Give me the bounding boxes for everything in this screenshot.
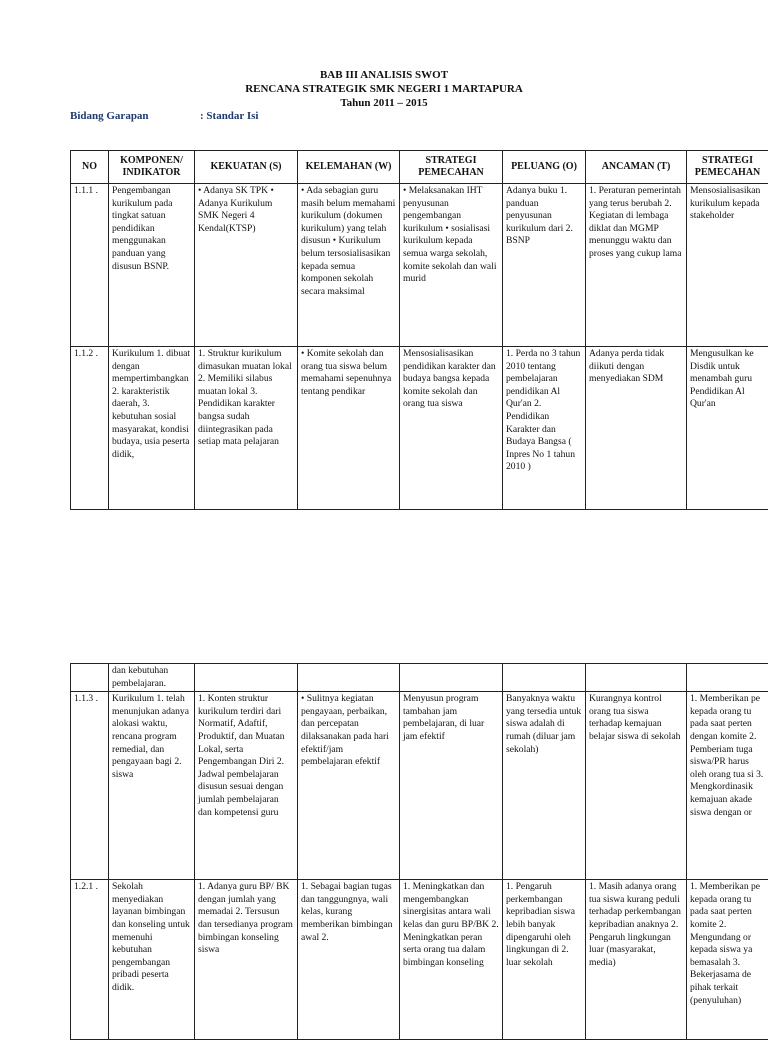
row-strategi-1 bbox=[400, 664, 503, 692]
doc-title-line1: BAB III ANALISIS SWOT bbox=[0, 68, 768, 82]
row-peluang: Banyaknya waktu yang tersedia untuk siswa adalah di rumah (diluar jam sekolah) bbox=[503, 692, 586, 880]
col-strategi-1: STRATEGI PEMECAHAN bbox=[400, 151, 503, 184]
doc-title-line3: Tahun 2011 – 2015 bbox=[0, 96, 768, 110]
col-kelemahan: KELEMAHAN (W) bbox=[298, 151, 400, 184]
row-strategi-1: Menyusun program tambahan jam pembelajaran, di luar jam efektif bbox=[400, 692, 503, 880]
row-no: 1.1.3 . bbox=[71, 692, 109, 880]
row-kelemahan: • Ada sebagian guru masih belum memahami kurikulum (dokumen kurikulum) yang telah disusun • Kurikulum belum tersosialisasikan kepada semua komponen sekolah secara maksimal bbox=[298, 184, 400, 347]
swot-table-1 bbox=[70, 150, 768, 510]
row-ancaman: Adanya perda tidak diikuti dengan menyediakan SDM bbox=[586, 347, 687, 510]
col-komponen: KOMPONEN/ INDIKATOR bbox=[109, 151, 195, 184]
table-row bbox=[71, 347, 768, 510]
row-strategi-2 bbox=[687, 664, 768, 692]
bidang-value: : Standar Isi bbox=[200, 110, 258, 122]
row-no: 1.1.2 . bbox=[71, 347, 109, 510]
row-strategi-2: Mensosialisasikan kurikulum kepada stakeholder bbox=[687, 184, 768, 347]
row-ancaman: 1. Peraturan pemerintah yang terus berubah 2. Kegiatan di lembaga diklat dan MGMP menunggu waktu dan proses yang cukup lama bbox=[586, 184, 687, 347]
row-no: 1.2.1 . bbox=[71, 880, 109, 1040]
col-no: NO bbox=[71, 151, 109, 184]
row-peluang: 1. Perda no 3 tahun 2010 tentang pembelajaran pendidikan Al Qur'an 2. Pendidikan Karakter dan Budaya Bangsa ( Inpres No 1 tahun 2010 ) bbox=[503, 347, 586, 510]
row-komponen: Kurikulum 1. dibuat dengan mempertimbangkan 2. karakteristik daerah, 3. kebutuhan sosial masyarakat, kondisi budaya, usia peserta didik, bbox=[109, 347, 195, 510]
row-no bbox=[71, 664, 109, 692]
row-strategi-2: 1. Memberikan pe kepada orang tu pada saat perten dengan komite 2. Pemberiam tuga siswa/PR harus oleh orang tua si 3. Mengkordinasik kemajuan akade siswa dengan or bbox=[687, 692, 768, 880]
row-strategi-2: 1. Memberikan pe kepada orang tu pada saat perten komite 2. Mengundang or kepada siswa ya bemasalah 3. Bekerjasama de pihak terkait (penyuluhan) bbox=[687, 880, 768, 1040]
bidang-label: Bidang Garapan bbox=[70, 110, 149, 122]
row-kekuatan: 1. Adanya guru BP/ BK dengan jumlah yang memadai 2. Tersusun dan tersedianya program bimbingan konseling siswa bbox=[195, 880, 298, 1040]
row-kelemahan: 1. Sebagai bagian tugas dan tanggungnya, wali kelas, kurang memberikan bimbingan awal 2. bbox=[298, 880, 400, 1040]
row-ancaman: Kurangnya kontrol orang tua siswa terhadap kemajuan belajar siswa di sekolah bbox=[586, 692, 687, 880]
swot-table-2 bbox=[70, 663, 768, 1040]
row-kekuatan: 1. Struktur kurikulum dimasukan muatan lokal 2. Memiliki silabus muatan lokal 3. Pendidikan karakter bangsa sudah diintegrasikan pada setiap mata pelajaran bbox=[195, 347, 298, 510]
row-kekuatan bbox=[195, 664, 298, 692]
row-peluang: Adanya buku 1. panduan penyusunan kurikulum dari 2. BSNP bbox=[503, 184, 586, 347]
table-header-row bbox=[71, 151, 768, 184]
row-strategi-1: • Melaksanakan IHT penyusunan pengembangan kurikulum • sosialisasi kurikulum kepada semua warga sekolah, komite sekolah dan wali murid bbox=[400, 184, 503, 347]
row-komponen: Pengembangan kurikulum pada tingkat satuan pendidikan menggunakan panduan yang disusun BSNP. bbox=[109, 184, 195, 347]
table-row bbox=[71, 692, 768, 880]
row-kelemahan: • Sulitnya kegiatan pengayaan, perbaikan, dan percepatan dilaksanakan pada hari efektif/jam pembelajaran efektif bbox=[298, 692, 400, 880]
table-row bbox=[71, 184, 768, 347]
row-peluang: 1. Pengaruh perkembangan kepribadian siswa lebih banyak dipengaruhi oleh lingkungan di 2. luar sekolah bbox=[503, 880, 586, 1040]
row-komponen: dan kebutuhan pembelajaran. bbox=[109, 664, 195, 692]
row-kekuatan: 1. Konten struktur kurikulum terdiri dari Normatif, Adaftif, Produktif, dan Muatan Lokal, serta Pengembangan Diri 2. Jadwal pembelajaran disusun sesuai dengan jumlah pembelajaran dan kompetensi guru bbox=[195, 692, 298, 880]
row-peluang bbox=[503, 664, 586, 692]
bidang-garapan bbox=[70, 110, 149, 122]
row-ancaman: 1. Masih adanya orang tua siswa kurang peduli terhadap perkembangan kepribadian anaknya 2. Pengaruh lingkungan luar (masyarakat, media) bbox=[586, 880, 687, 1040]
row-strategi-2: Mengusulkan ke Disdik untuk menambah guru Pendidikan Al Qur'an bbox=[687, 347, 768, 510]
col-strategi-2: STRATEGI PEMECAHAN bbox=[687, 151, 768, 184]
row-komponen: Sekolah menyediakan layanan bimbingan dan konseling untuk memenuhi kebutuhan pengembangan pribadi peserta didik. bbox=[109, 880, 195, 1040]
col-peluang: PELUANG (O) bbox=[503, 151, 586, 184]
row-kelemahan: • Komite sekolah dan orang tua siswa belum memahami sepenuhnya tentang pendikar bbox=[298, 347, 400, 510]
table-row bbox=[71, 664, 768, 692]
col-ancaman: ANCAMAN (T) bbox=[586, 151, 687, 184]
row-kelemahan bbox=[298, 664, 400, 692]
row-ancaman bbox=[586, 664, 687, 692]
row-no: 1.1.1 . bbox=[71, 184, 109, 347]
row-strategi-1: 1. Meningkatkan dan mengembangkan sinergisitas antara wali kelas dan guru BP/BK 2. Meningkatkan peran serta orang tua dalam bimbingan konseling bbox=[400, 880, 503, 1040]
row-kekuatan: • Adanya SK TPK • Adanya Kurikulum SMK Negeri 4 Kendal(KTSP) bbox=[195, 184, 298, 347]
row-komponen: Kurikulum 1. telah menunjukan adanya alokasi waktu, rencana program remedial, dan pengayaan bagi 2. siswa bbox=[109, 692, 195, 880]
doc-title-line2: RENCANA STRATEGIK SMK NEGERI 1 MARTAPURA bbox=[0, 82, 768, 96]
row-strategi-1: Mensosialisasikan pendidikan karakter dan budaya bangsa kepada komite sekolah dan orang tua siswa bbox=[400, 347, 503, 510]
col-kekuatan: KEKUATAN (S) bbox=[195, 151, 298, 184]
table-row bbox=[71, 880, 768, 1040]
